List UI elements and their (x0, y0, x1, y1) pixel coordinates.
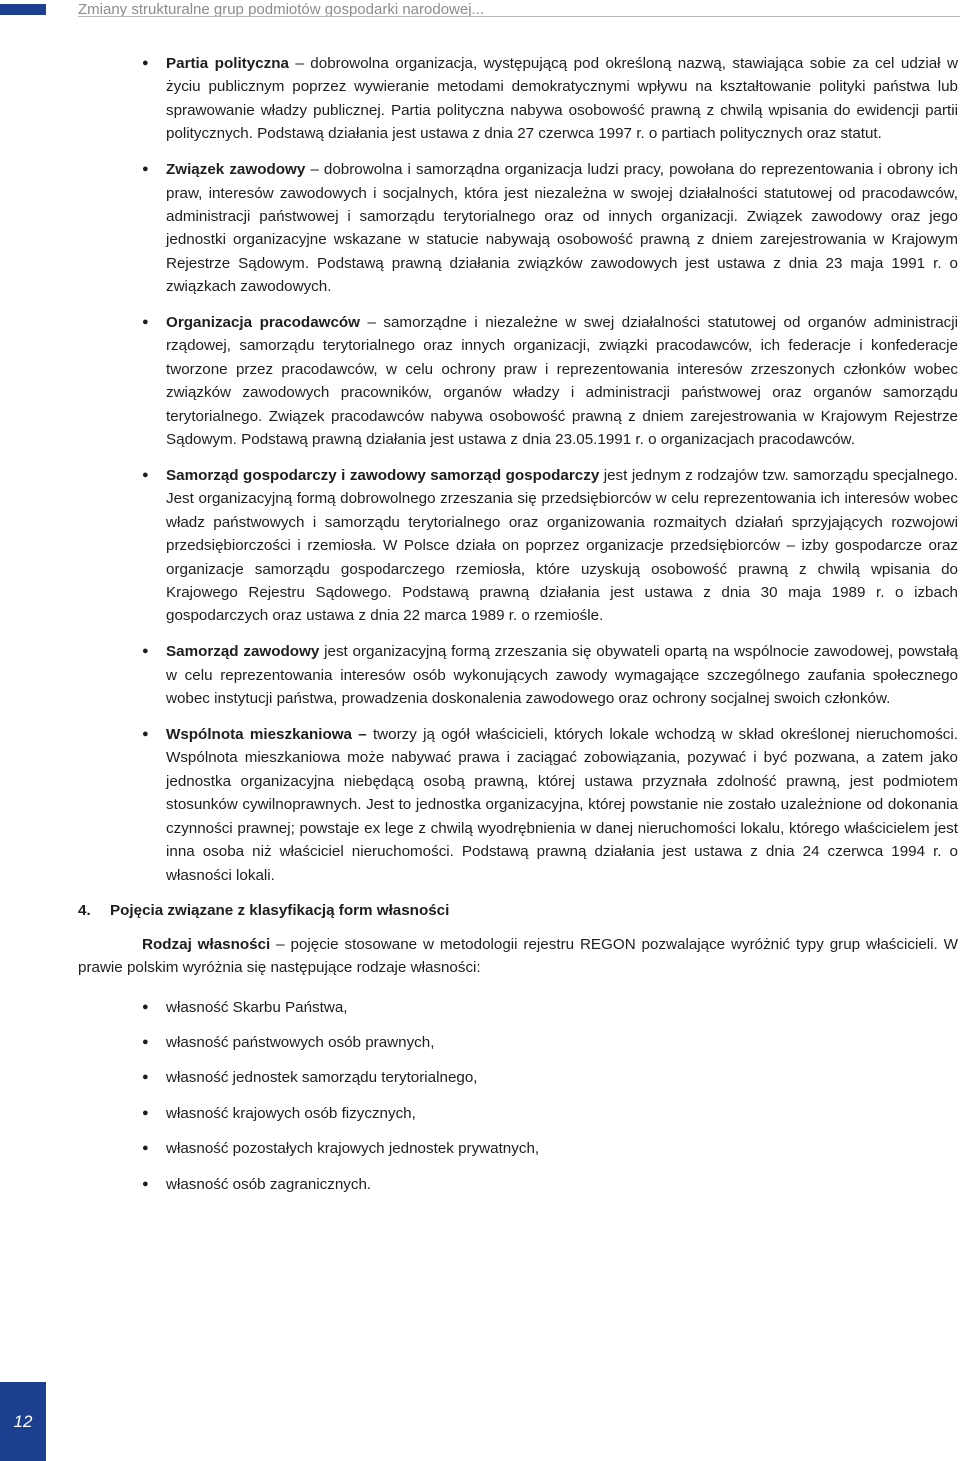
definition-text: tworzy ją ogół właścicieli, których lokale wchodzą w skład określonej nieruchomości. Wspólnota mieszkaniowa może nabywać prawa i zaciągać zobowiązania, pozywać i być pozwana, a zatem jako jednostka organizacyjna niebędącą osobą prawną, której ustawa przyznała zdolność prawną, jest podmiotem stosunków cywilnoprawnych. Jest to jednostka organizacyjna, której powstanie nie zostało uzależnione od dokonania czynności prawnej; powstaje ex lege z chwilą wyodrębnienia w danej nieruchomości lokalu, którego właścicielem jest inna osoba niż właściciel nieruchomości. Podstawą prawną działania jest ustawa z dnia 24 czerwca 1994 r. o własności lokali. (166, 726, 958, 884)
definition-term: Wspólnota mieszkaniowa – (166, 726, 367, 744)
definition-term: Samorząd zawodowy (166, 643, 320, 661)
section-number: 4. (78, 902, 91, 920)
definition-item (78, 640, 958, 710)
definition-term: Partia polityczna (166, 55, 289, 72)
ownership-type-item: ● własność krajowych osób fizycznych, (78, 1102, 958, 1125)
section-heading (78, 899, 958, 922)
definition-text: jest organizacyjną formą zrzeszania się obywateli opartą na wspólnocie zawodowej, powstałą w celu reprezentowania interesów osób wykonujących zawody wymagające szczególnego zaufania społecznego wobec instytucji państwa, prowadzenia doskonalenia zawodowego oraz ochrony socjalnej swoich członków. (166, 643, 958, 708)
definition-item (78, 158, 958, 298)
definition-text: – samorządne i niezależne w swej działalności statutowej od organów administracji rządowej, samorządu terytorialnego oraz innych organizacji, związki pracodawców, ich federacje i konfederacje tworzone przez pracodawców, w celu ochrony praw i reprezentowania interesów zrzeszonych członków wobec związków zawodowych pracowników, organów władzy i administracji państwowej oraz organów samorządu terytorialnego. Związek pracodawców nabywa osobowość prawną z dniem zarejestrowania w Krajowym Rejestrze Sądowym. Podstawą prawną działania jest ustawa z dnia 23.05.1991 r. o organizacjach pracodawców. (166, 314, 958, 449)
definition-text: jest jednym z rodzajów tzw. samorządu specjalnego. Jest organizacyjną formą dobrowolnego zrzeszania się przedsiębiorców w celu reprezentowania ich interesów wobec władz państwowych i samorządu terytorialnego oraz organizowania rozmaitych działań sprzyjających rozwojowi przedsiębiorczości i rzemiosła. W Polsce działa on poprzez organizacje przedsiębiorców – izby gospodarcze oraz organizacje samorządu gospodarczego rzemiosła, które uzyskują osobowość prawną z chwilą wpisania do Krajowego Rejestru Sądowego. Podstawą prawną działania jest ustawa z dnia 30 maja 1989 r. o izbach gospodarczych oraz ustawa z dnia 22 marca 1989 r. o rzemiośle. (166, 467, 958, 625)
ownership-type-item: ● własność jednostek samorządu terytorialnego, (78, 1066, 958, 1089)
definition-item (78, 723, 958, 887)
ownership-types-list (78, 996, 958, 1196)
paragraph-term: Rodzaj własności (142, 935, 271, 953)
definition-item (78, 52, 958, 146)
ownership-type-item: ● własność osób zagranicznych. (78, 1173, 958, 1196)
definition-item (78, 311, 958, 451)
header-divider (78, 16, 960, 17)
ownership-type-item: ● własność państwowych osób prawnych, (78, 1031, 958, 1054)
running-header-title: Zmiany strukturalne grup podmiotów gospodarki narodowej... (78, 1, 485, 18)
page-number: 12 (0, 1382, 46, 1461)
definition-term: Samorząd gospodarczy i zawodowy samorząd gospodarczy (166, 467, 600, 484)
ownership-type-item: ● własność Skarbu Państwa, (78, 996, 958, 1019)
section-title: Pojęcia związane z klasyfikacją form własności (110, 902, 450, 920)
definition-text: – dobrowolna organizacja, występującą pod określoną nazwą, stawiająca sobie za cel udział w życiu publicznym poprzez wywieranie metodami demokratycznymi wpływu na kształtowanie polityki państwa lub sprawowanie władzy publicznej. Partia polityczna nabywa osobowość prawną z chwilą wpisania do ewidencji partii politycznych. Podstawą działania jest ustawa z dnia 27 czerwca 1997 r. o partiach politycznych oraz statut. (166, 55, 958, 143)
definition-term: Związek zawodowy (166, 161, 306, 179)
definition-item (78, 464, 958, 628)
ownership-type-item: ● własność pozostałych krajowych jednostek prywatnych, (78, 1137, 958, 1160)
header-accent-bar (0, 4, 46, 15)
page-content (78, 52, 958, 1208)
definition-text: – dobrowolna i samorządna organizacja ludzi pracy, powołana do reprezentowania i obrony ich praw, interesów zawodowych i socjalnych, która jest niezależna w swojej działalności statutowej od pracodawców, administracji państwowej i samorządu terytorialnego oraz od innych organizacji. Związek zawodowy oraz jego jednostki organizacyjne wskazane w statucie nabywają osobowość prawną z dniem zarejestrowania w Krajowym Rejestrze Sądowym. Podstawą prawną działania związków zawodowych jest ustawa z dnia 23 maja 1991 r. o związkach zawodowych. (166, 161, 958, 296)
ownership-paragraph (78, 933, 958, 980)
definitions-list (78, 52, 958, 887)
definition-term: Organizacja pracodawców (166, 314, 360, 332)
paragraph-text: – pojęcie stosowane w metodologii rejestru REGON pozwalające wyróżnić typy grup właścicieli. W prawie polskim wyróżnia się następujące rodzaje własności: (78, 935, 958, 977)
